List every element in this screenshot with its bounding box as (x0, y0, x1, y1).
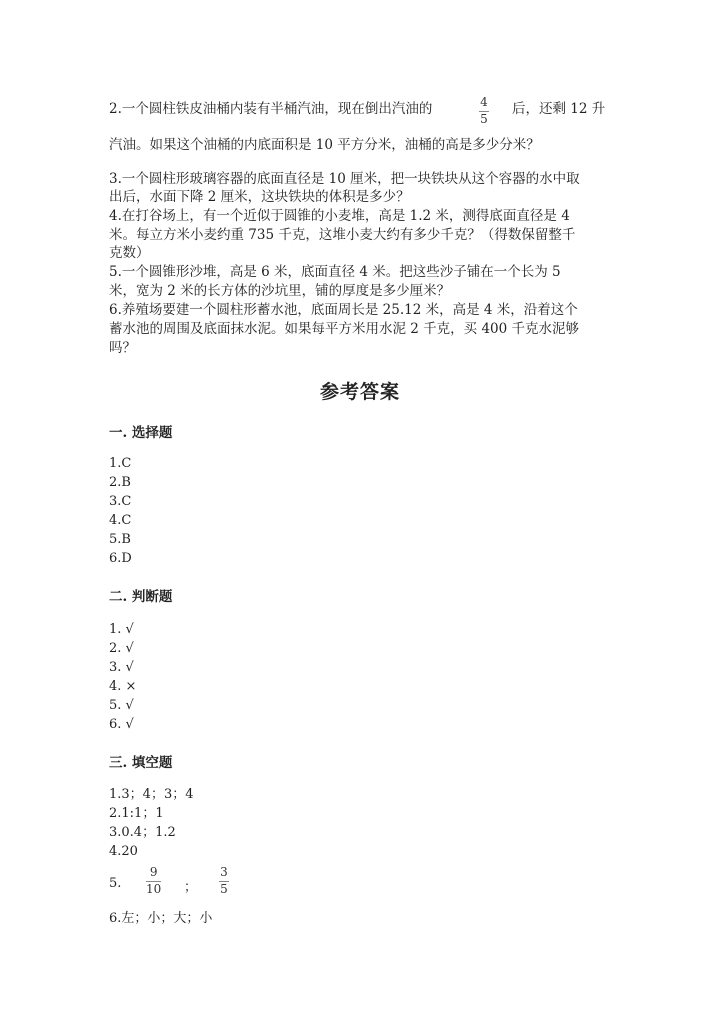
choice-answer: 2.B (109, 475, 131, 490)
judge-answer: 6. √ (109, 717, 134, 732)
problem-6-line-1: 6.养殖场要建一个圆柱形蓄水池，底面周长是 25.12 米，高是 4 米，沿着这个 (109, 302, 578, 318)
problem-2-text-a: 2.一个圆柱铁皮油桶内装有半桶汽油，现在倒出汽油的 (109, 101, 433, 117)
problem-3-line-1: 3.一个圆柱形玻璃容器的底面直径是 10 厘米，把一块铁块从这个容器的水中取 (109, 171, 580, 187)
problem-4-line-1: 4.在打谷场上，有一个近似于圆锥的小麦堆，高是 1.2 米，测得底面直径是 4 (109, 208, 570, 224)
problem-5-line-2: 米，宽为 2 米的长方体的沙坑里，铺的厚度是多少厘米？ (109, 283, 451, 299)
section-fill-title: 三. 填空题 (109, 755, 173, 771)
judge-answer: 4. × (109, 679, 137, 694)
choice-answer: 5.B (109, 532, 131, 547)
choice-answer: 1.C (109, 456, 132, 471)
choice-answer: 3.C (109, 494, 132, 509)
problem-6-line-3: 吗？ (109, 340, 136, 356)
fill-answer: 4.20 (109, 844, 138, 859)
fraction-numerator: 3 (220, 865, 228, 879)
fill-answer: 3.0.4；1.2 (109, 825, 176, 840)
fraction-denominator: 5 (220, 882, 228, 896)
judge-answer: 5. √ (109, 698, 134, 713)
fill-answer: 1.3；4；3；4 (109, 787, 194, 802)
problem-2-line-2: 汽油。如果这个油桶的内底面积是 10 平方分米，油桶的高是多少分米？ (109, 137, 540, 153)
problem-3-line-2: 出后，水面下降 2 厘米，这块铁块的体积是多少？ (109, 189, 410, 205)
fill-answer-5-separator: ； (184, 880, 198, 895)
choice-answer: 6.D (109, 551, 132, 566)
section-choice-title: 一. 选择题 (109, 425, 173, 441)
fill-answer-5-label: 5. (109, 876, 122, 891)
problem-4-line-3: 克数） (109, 245, 150, 261)
judge-answer: 3. √ (109, 660, 134, 675)
problem-2-text-b: 后，还剩 12 升 (512, 101, 606, 117)
fraction-denominator: 5 (480, 112, 488, 126)
problem-2-fraction (479, 96, 489, 126)
problem-2-line-1 (109, 100, 432, 118)
problem-5-line-1: 5.一个圆锥形沙堆，高是 6 米，底面直径 4 米。把这些沙子铺在一个长为 5 (109, 264, 561, 280)
fraction-denominator: 10 (146, 882, 162, 896)
choice-answer: 4.C (109, 513, 132, 528)
answer-title: 参考答案 (319, 381, 400, 403)
problem-2-line-1-tail (512, 100, 605, 118)
fill-answer: 6.左；小；大；小 (109, 911, 213, 926)
section-judge-title: 二. 判断题 (109, 589, 173, 605)
judge-answer: 1. √ (109, 622, 134, 637)
problem-4-line-2: 米。每立方米小麦约重 735 千克，这堆小麦大约有多少千克？（得数保留整千 (109, 227, 576, 243)
fill-answer: 2.1:1；1 (109, 806, 164, 821)
judge-answer: 2. √ (109, 641, 134, 656)
fraction-numerator: 9 (149, 865, 158, 879)
fraction-numerator: 4 (480, 95, 488, 109)
problem-6-line-2: 蓄水池的周围及底面抹水泥。如果每平方米用水泥 2 千克，买 400 千克水泥够 (109, 321, 580, 337)
fill-answer-5-fraction-1 (146, 866, 161, 896)
fill-answer-5-fraction-2 (219, 866, 229, 896)
